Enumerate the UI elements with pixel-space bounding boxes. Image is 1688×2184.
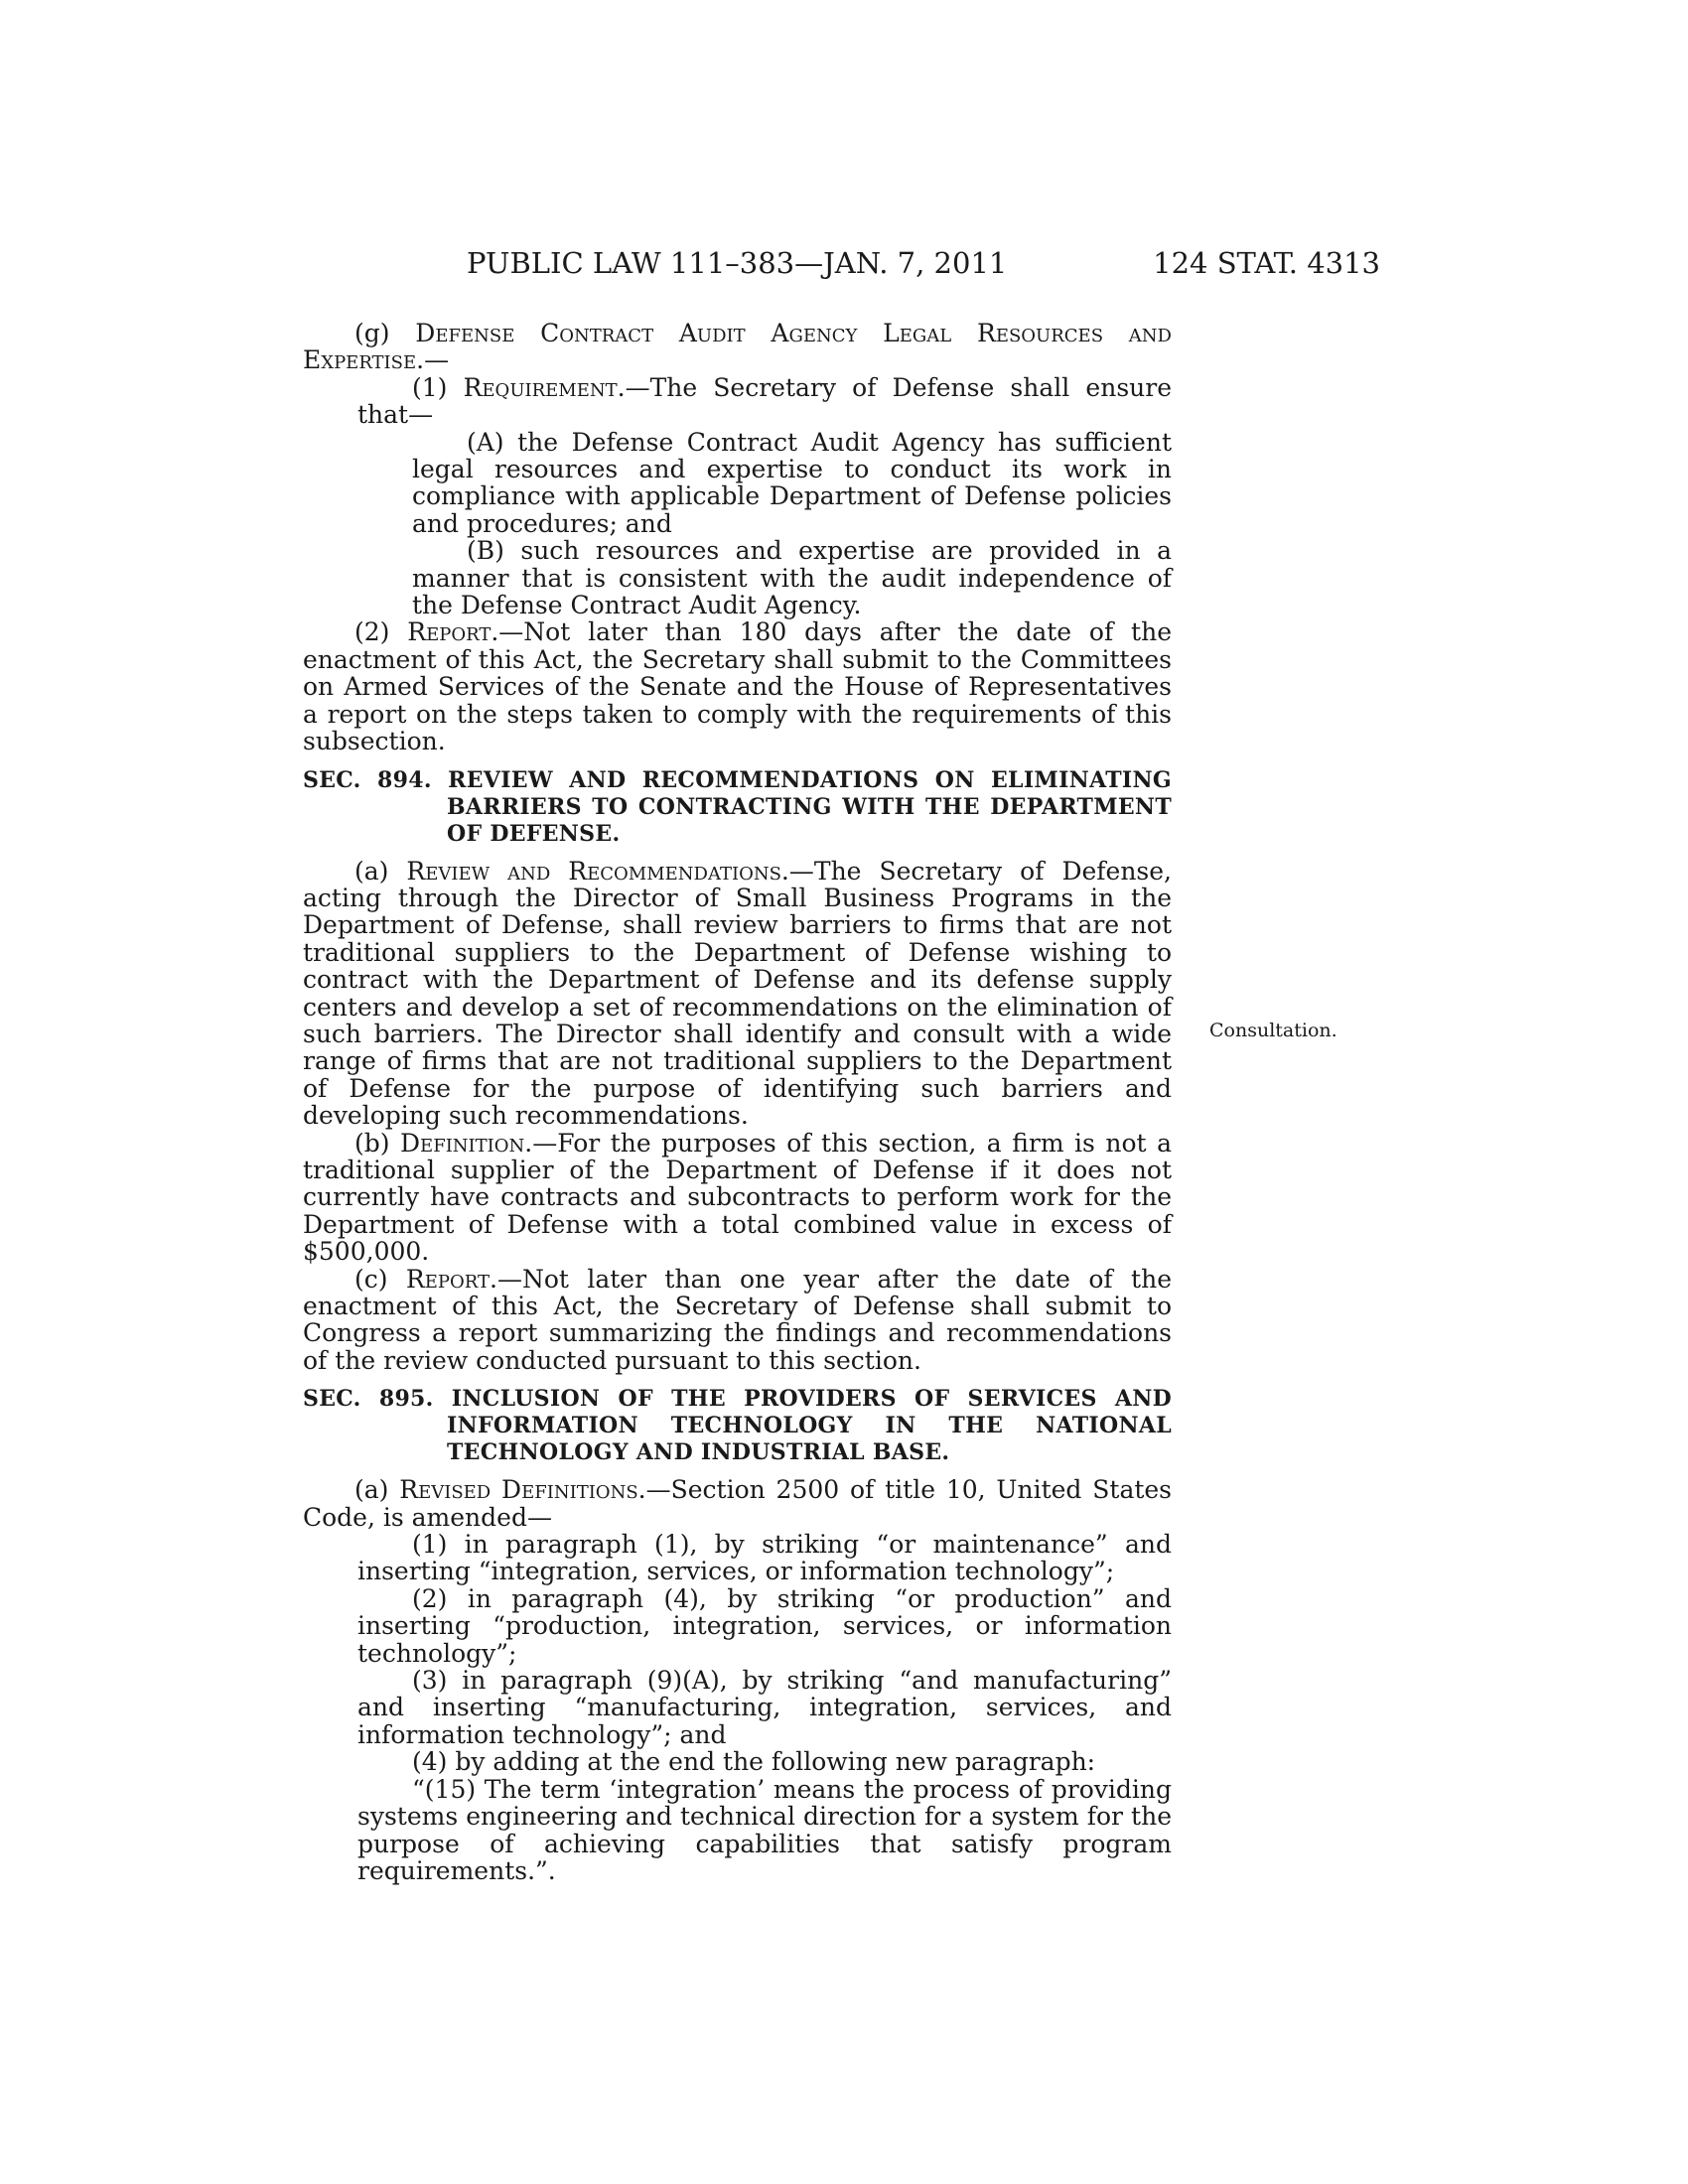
section-895-paragraph-3: (3) in paragraph (9)(A), by striking “and manufacturing” and inserting “manufacturing, integration, services, and information technology”; and [357,1666,1172,1749]
section-895-paragraph-2: (2) in paragraph (4), by striking “or production” and inserting “production, integration, services, or information technology”; [357,1583,1172,1668]
paragraph-g-1-caption: Requirement. [463,372,626,402]
subparagraph-g-B: (B) such resources and expertise are provided in a manner that is consistent with the audit independence of the Defense Contract Audit Agency. [412,536,1172,620]
subsection-g-caption: Defense Contract Audit Agency Legal Resources and Expertise. [303,319,1172,375]
quoted-paragraph-15: “(15) The term ‘integration’ means the process of providing systems engineering and technical direction for a system for the purpose of achieving capabilities that satisfy program requirements.”. [357,1774,1172,1885]
section-895-heading: SEC. 895. INCLUSION OF THE PROVIDERS OF SERVICES AND INFORMATION TECHNOLOGY IN THE NATIONAL TECHNOLOGY AND INDUSTRIAL BASE. [303,1386,1172,1466]
margin-note-consultation: Consultation. [1209,1020,1337,1041]
subparagraph-g-A: (A) the Defense Contract Audit Agency has sufficient legal resources and expertise to conduct its work in compliance with applicable Department of Defense policies and procedures; and [412,427,1172,538]
section-895-a: (a) Revised Definitions.—Section 2500 of title 10, United States Code, is amended— [303,1475,1173,1532]
section-894-a-caption: Review and Recommendations. [406,856,789,886]
paragraph-g-1: (1) Requirement.—The Secretary of Defense shall ensure that— [357,372,1172,430]
statute-body [303,320,1172,1884]
paragraph-g-2: (2) Report.—Not later than 180 days after the date of the enactment of this Act, the Secretary shall submit to the Committees on Armed Services of the Senate and the House of Representatives a report on the steps taken to comply with the requirements of this subsection. [303,617,1173,756]
section-895-paragraph-1: (1) in paragraph (1), by striking “or maintenance” and inserting “integration, services, or information technology”; [357,1530,1172,1586]
section-894-heading: SEC. 894. REVIEW AND RECOMMENDATIONS ON ELIMINATING BARRIERS TO CONTRACTING WITH THE DEPARTMENT OF DEFENSE. [303,766,1172,847]
section-894-b-caption: Definition. [400,1128,533,1158]
public-law-citation: PUBLIC LAW 111–383—JAN. 7, 2011 [467,246,1008,280]
paragraph-g-2-caption: Report. [407,617,499,647]
statute-page-number: 124 STAT. 4313 [1153,246,1380,280]
section-895-a-caption: Revised Definitions. [399,1475,646,1505]
section-894-b: (b) Definition.—For the purposes of this section, a firm is not a traditional supplier of the Department of Defense if it does not currently have contracts and subcontracts to perform work for the Department of Defense with a total combined value in excess of $500,000. [303,1128,1172,1267]
section-894-c: (c) Report.—Not later than one year after the date of the enactment of this Act, the Secretary of Defense shall submit to Congress a report summarizing the findings and recommendations of the review conducted pursuant to this section. [303,1264,1172,1375]
subsection-g: (g) Defense Contract Audit Agency Legal Resources and Expertise.— [303,319,1172,375]
section-894-a: (a) Review and Recommendations.—The Secretary of Defense, acting through the Director of Small Business Programs in the Department of Defense, shall review barriers to firms that are not traditional suppliers to the Department of Defense wishing to contract with the Department of Defense and its defense supply centers and develop a set of recommendations on the elimination of such barriers. The Director shall identify and consult with a wide range of firms that are not traditional suppliers to the Department of Defense for the purpose of identifying such barriers and developing such recommendations. [303,856,1172,1131]
running-header [467,246,1380,286]
section-894-c-caption: Report. [405,1264,497,1294]
section-895-paragraph-4: (4) by adding at the end the following new paragraph: [412,1747,1096,1777]
